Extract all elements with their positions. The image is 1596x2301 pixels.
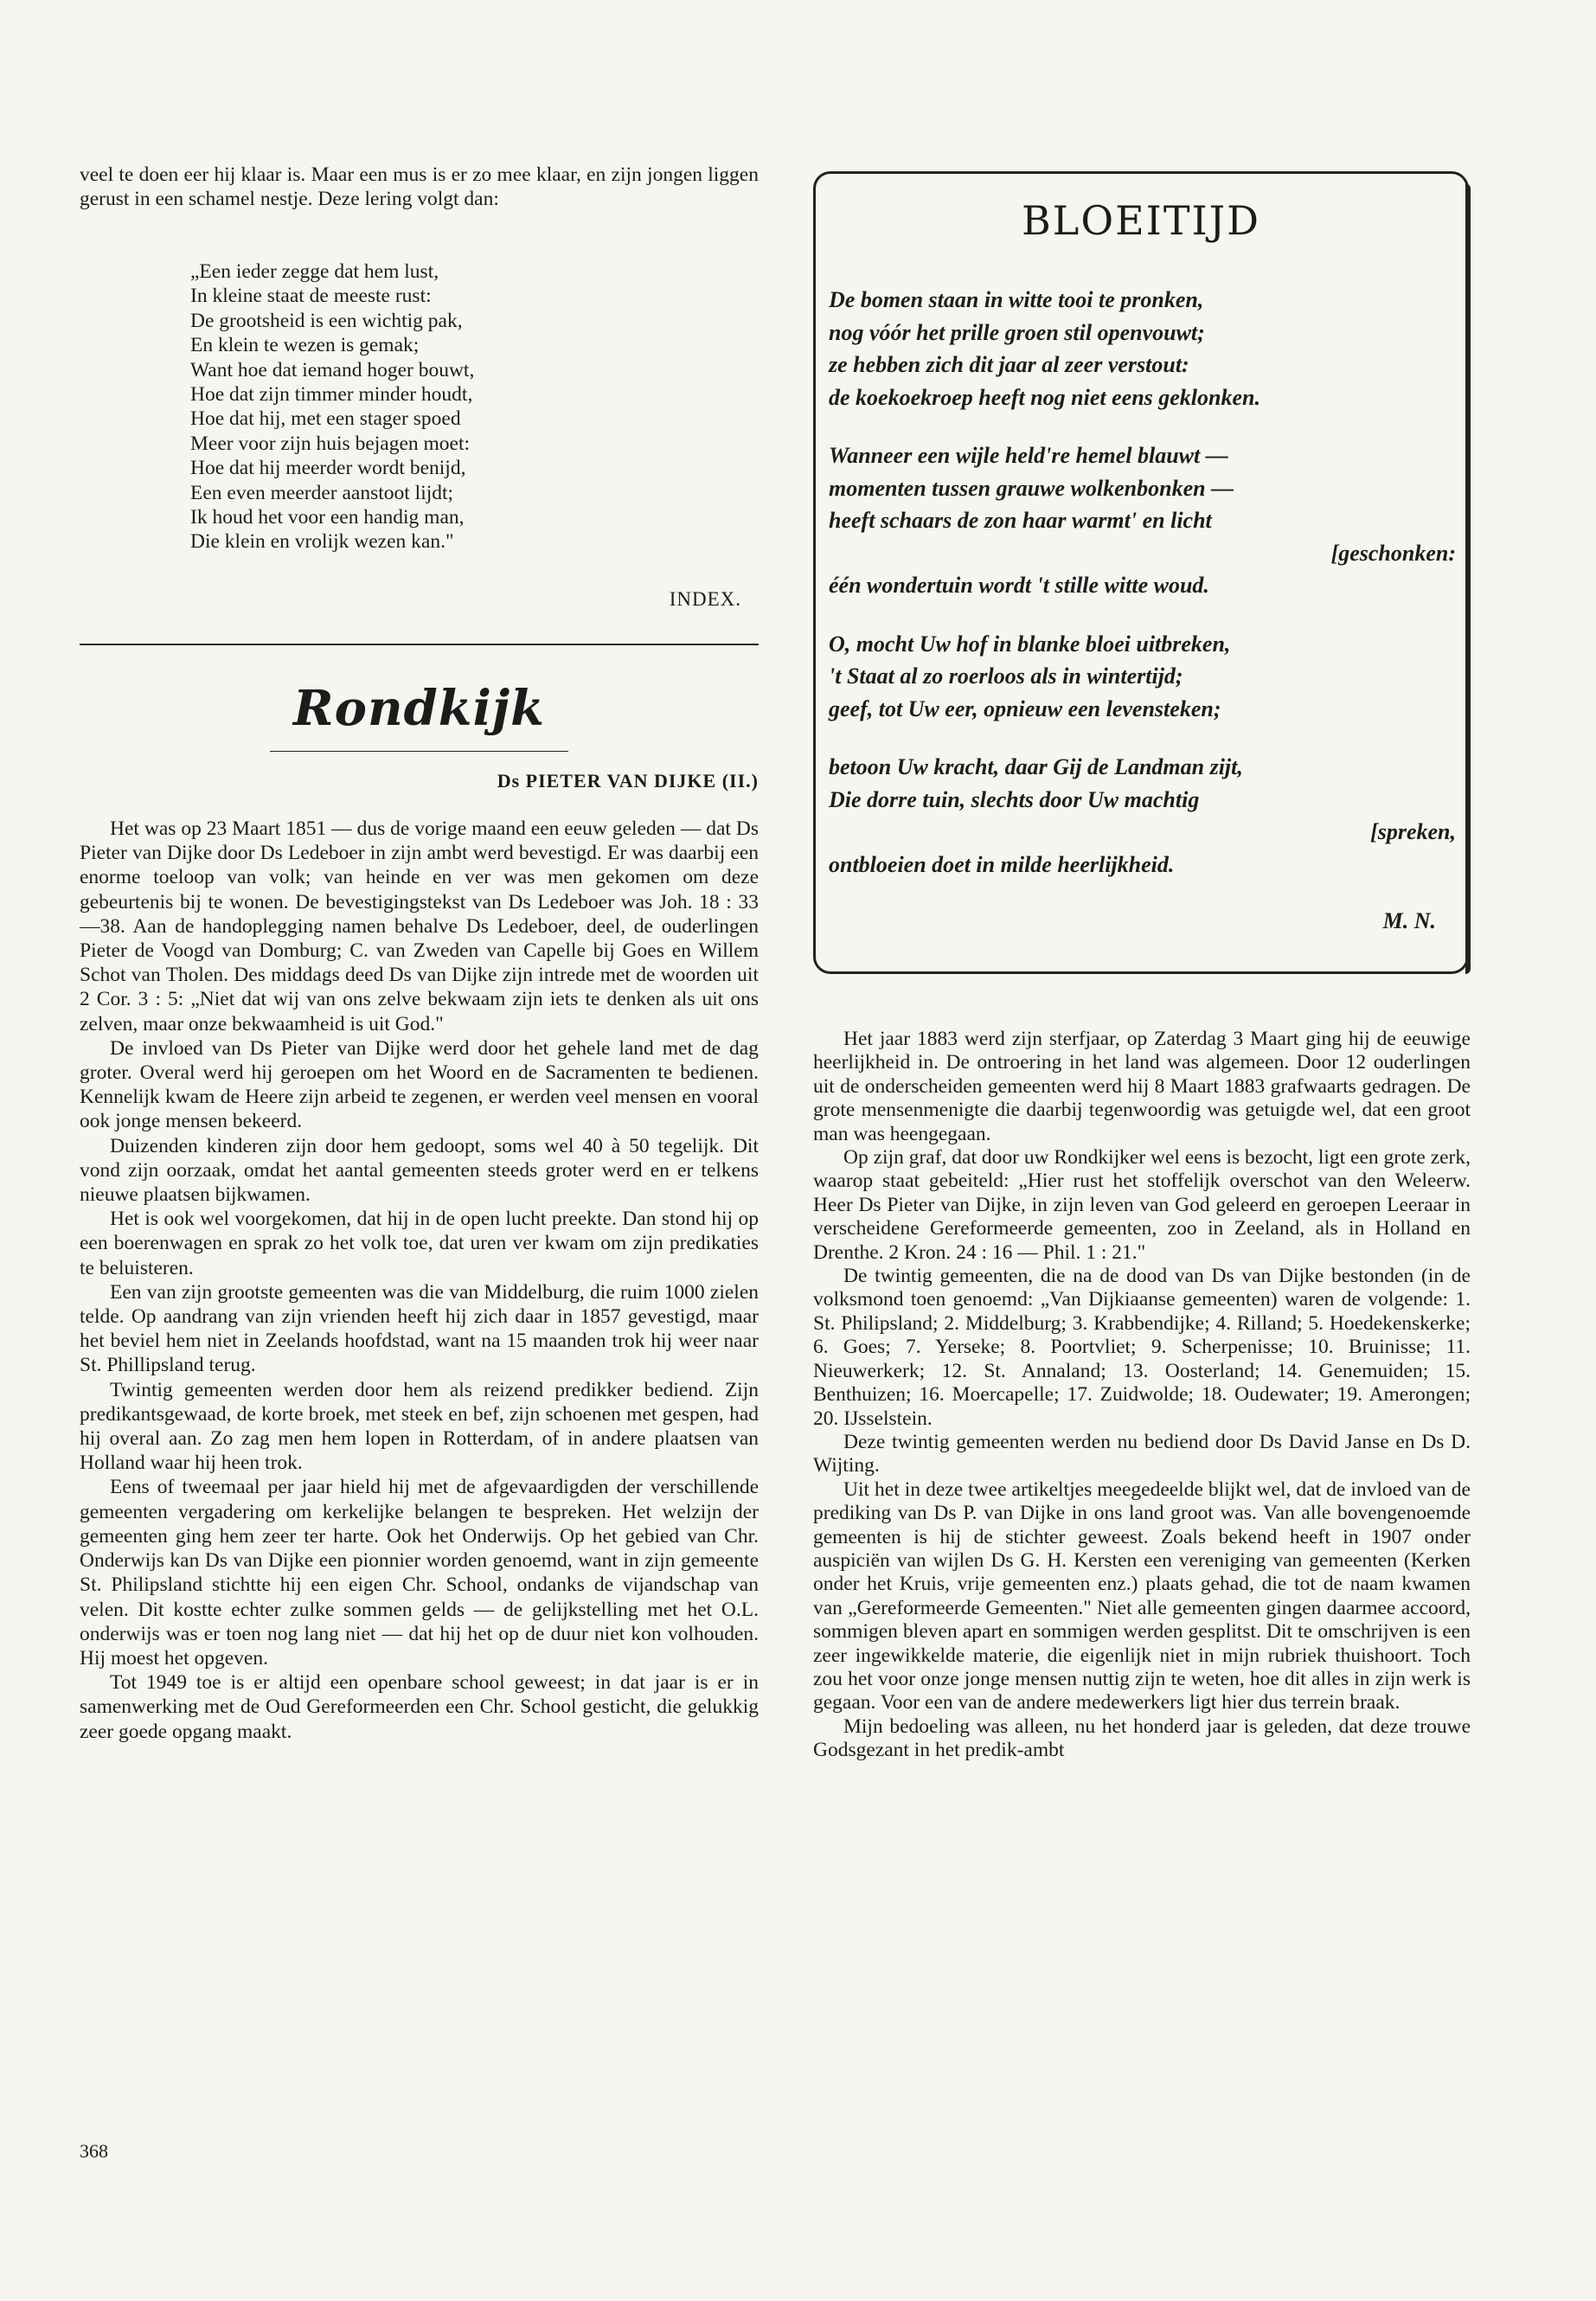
page-number: 368	[80, 2140, 108, 2162]
article-body-left	[80, 817, 759, 1744]
poem-line: In kleine staat de meeste rust:	[190, 285, 432, 308]
title-underline	[270, 751, 568, 752]
article-subtitle: Ds PIETER VAN DIJKE (II.)	[497, 770, 759, 792]
article-paragraph: Mijn bedoeling was alleen, nu het honderd jaar is geleden, dat deze trouwe Godsgezant in het predik-ambt	[813, 1715, 1471, 1762]
poem-box-title: BLOEITIJD	[1022, 197, 1260, 244]
article-paragraph: Het was op 23 Maart 1851 — dus de vorige maand een eeuw geleden — dat Ds Pieter van Dijke door Ds Ledeboer in zijn ambt werd bevestigd. Er was daarbij een enorme toeloop van volk; van heinde en ver was men gekomen om deze gebeurtenis bij te wonen. De bevestigingstekst van Ds Ledeboer was Joh. 18 : 33—38. Aan de handoplegging namen behalve Ds Ledeboer, deel, de ouderlingen Pieter de Voogd van Domburg; C. van Zweden van Capelle bij Goes en Willem Schot van Tholen. Des middags deed Ds van Dijke zijn intrede met de woorden uit 2 Cor. 3 : 5: „Niet dat wij van ons zelve bekwaam zijn iets te denken als uit ons zelven, maar onze bekwaamheid is uit God."	[80, 817, 759, 1035]
poem	[190, 260, 727, 554]
section-title: Rondkijk	[293, 680, 545, 737]
poem-line: Een even meerder aanstoot lijdt;	[190, 481, 454, 504]
stanza-line: momenten tussen grauwe wolkenbonken —	[829, 475, 1234, 501]
poem-line: Hoe dat hij, met een stager spoed	[190, 407, 461, 431]
poem-line: Meer voor zijn huis bejagen moet:	[190, 432, 471, 455]
stanza-line: betoon Uw kracht, daar Gij de Landman zijt,	[829, 754, 1243, 779]
article-paragraph: Op zijn graf, dat door uw Rondkijker wel eens is bezocht, ligt een grote zerk, waarop staat gebeiteld: „Hier rust het stoffelijk overschot van den Weleerw. Heer Ds Pieter van Dijke, in zijn leven van God geleerd en geroepen Leeraar in verscheidene Gereformeerde gemeenten, zoo in Zeeland, als in Holland en Drenthe. 2 Kron. 24 : 16 — Phil. 1 : 21."	[813, 1146, 1471, 1264]
article-paragraph: Deze twintig gemeenten werden nu bediend door Ds David Janse en Ds D. Wijting.	[813, 1430, 1471, 1477]
article-paragraph: Eens of tweemaal per jaar hield hij met de afgevaardigden der verschillende gemeenten vergadering om kerkelijke belangen te bespreken. Het welzijn der gemeenten ging hem zeer ter harte. Ook het Onderwijs. Op het gebied van Chr. Onderwijs kan Ds van Dijke een pionnier worden genoemd, want in zijn gemeente St. Philipsland stichtte hij een eigen Chr. School, ondanks de vijandschap van velen. Dit kostte echter zulke sommen gelds — de gelijkstelling met het O.L. onderwijs was er toen nog lang niet — dat hij het op de duur niet kon volhouden. Hij moest het opgeven.	[80, 1476, 759, 1670]
article-paragraph: Het jaar 1883 werd zijn sterfjaar, op Zaterdag 3 Maart ging hij de eeuwige heerlijkheid in. De ontroering in het land was algemeen. Door 12 ouderlingen uit de onderscheiden gemeenten werd hij 8 Maart 1883 grafwaarts gedragen. De grote mensenmenigte die daarbij tegenwoordig was getuigde wel, dat een groot man was heengegaan.	[813, 1028, 1471, 1145]
poem-box-signature: M. N.	[1382, 908, 1436, 933]
article-paragraph: Een van zijn grootste gemeenten was die van Middelburg, die ruim 1000 zielen telde. Op aandrang van zijn vrienden heeft hij zich daar in 1857 gevestigd, maar het beviel hem niet in Zeelands hoofdstad, want na 15 maanden trok hij weer naar St. Phillipsland terug.	[80, 1280, 759, 1377]
poem-line: Hoe dat zijn timmer minder houdt,	[190, 383, 473, 407]
stanza-line: De bomen staan in witte tooi te pronken,	[829, 287, 1204, 312]
article-paragraph: Duizenden kinderen zijn door hem gedoopt, soms wel 40 à 50 tegelijk. Dit vond zijn oorzaak, omdat het aantal gemeenten steeds groter werd en er telkens nieuwe plaatsen bijkwamen.	[80, 1134, 759, 1207]
stanza-line-continuation: [geschonken:	[1330, 540, 1456, 566]
article-body-right	[813, 1028, 1471, 1763]
stanza-line: geef, tot Uw eer, opnieuw een levensteken;	[829, 695, 1221, 721]
stanza-line: ontbloeien doet in milde heerlijkheid.	[829, 851, 1175, 877]
article-paragraph: Uit het in deze twee artikeltjes meegedeelde blijkt wel, dat de invloed van de prediking van Ds P. van Dijke in ons land groot was. Van alle bovengenoemde gemeenten is hij de stichter geweest. Zoals bekend heeft in 1907 onder auspiciën van wijlen Ds G. H. Kersten een vereniging van gemeenten (Kerken onder het Kruis, vrije gemeenten enz.) plaats gehad, die tot de naam kwamen van „Gereformeerde Gemeenten." Niet alle gemeenten gingen daarmee accoord, sommigen bleven apart en sommigen werden gesplitst. Dit te omschrijven is een zeer ingewikkelde materie, die eigenlijk niet in mijn rubriek thuishoort. Toch zou het voor onze jonge mensen nuttig zijn te weten, hoe dit alles in zijn werk is gegaan. Voor een van de andere medewerkers ligt hier dus terrein braak.	[813, 1477, 1471, 1715]
stanza-line: ze hebben zich dit jaar al zeer verstout:	[829, 352, 1189, 377]
section-divider	[80, 644, 759, 645]
article-paragraph: Tot 1949 toe is er altijd een openbare school geweest; in dat jaar is er in samenwerking met de Oud Gereformeerden een Chr. School gesticht, die gelukkig zeer goede opgang maakt.	[80, 1671, 759, 1743]
left-intro-paragraph: veel te doen eer hij klaar is. Maar een mus is er zo mee klaar, en zijn jongen liggen gerust in een schamel nestje. Deze lering volgt dan:	[80, 163, 759, 211]
stanza	[829, 439, 1456, 602]
stanza-line: Die dorre tuin, slechts door Uw machtig	[829, 786, 1200, 812]
stanza-line: één wondertuin wordt 't stille witte woud.	[829, 573, 1209, 598]
article-paragraph: De invloed van Ds Pieter van Dijke werd door het gehele land met de dag groter. Overal werd hij geroepen om het Woord en de Sacramenten te bedienen. Kennelijk kwam de Heere zijn arbeid te zegenen, er werden veel mensen en vooral ook jonge mensen bekeerd.	[80, 1036, 759, 1133]
poem-box-stanzas	[829, 284, 1456, 907]
poem-line: Ik houd het voor een handig man,	[190, 506, 465, 529]
poem-line: Hoe dat hij meerder wordt benijd,	[190, 457, 466, 480]
article-paragraph: Het is ook wel voorgekomen, dat hij in de open lucht preekte. Dan stond hij op een boerenwagen en sprak zo het volk toe, dat uren ver kwam om zijn predikaties te beluisteren.	[80, 1208, 759, 1279]
poem-line: En klein te wezen is gemak;	[190, 334, 420, 357]
article-paragraph: Twintig gemeenten werden door hem als reizend predikker bediend. Zijn predikantsgewaad, de korte broek, met steek en bef, zijn schoenen met gespen, had hij overal aan. Zo zag men hem lopen in Rotterdam, of in andere plaatsen van Holland waar hij heen trok.	[80, 1378, 759, 1475]
stanza-line: O, mocht Uw hof in blanke bloei uitbreken,	[829, 631, 1231, 657]
poem-line: „Een ieder zegge dat hem lust,	[190, 260, 439, 283]
poem-line: Die klein en vrolijk wezen kan."	[190, 530, 454, 554]
stanza	[829, 751, 1456, 881]
poem-signature: INDEX.	[669, 588, 741, 610]
stanza-line-continuation: [spreken,	[1370, 819, 1456, 844]
poem-line: Want hoe dat iemand hoger bouwt,	[190, 358, 475, 381]
stanza-line: heeft schaars de zon haar warmt' en licht	[829, 508, 1212, 533]
stanza	[829, 628, 1456, 726]
stanza-line: de koekoekroep heeft nog niet eens geklonken.	[829, 384, 1260, 410]
stanza-line: 't Staat al zo roerloos als in wintertijd;	[829, 663, 1183, 689]
article-paragraph: De twintig gemeenten, die na de dood van Ds van Dijke bestonden (in de volksmond toen genoemd: „Van Dijkiaanse gemeenten) waren de volgende: 1. St. Philipsland; 2. Middelburg; 3. Krabbendijke; 4. Rilland; 5. Hoedekenskerke; 6. Goes; 7. Yerseke; 8. Poortvliet; 9. Scherpenisse; 10. Bruinisse; 11. Nieuwerkerk; 12. St. Annaland; 13. Oosterland; 14. Genemuiden; 15. Benthuizen; 16. Moercapelle; 17. Zuidwolde; 18. Oudewater; 19. Amerongen; 20. IJsselstein.	[813, 1265, 1471, 1430]
stanza-line: Wanneer een wijle held're hemel blauwt —	[829, 443, 1228, 468]
poem-line: De grootsheid is een wichtig pak,	[190, 309, 463, 332]
stanza	[829, 284, 1456, 413]
stanza-line: nog vóór het prille groen stil openvouwt;	[829, 319, 1205, 345]
